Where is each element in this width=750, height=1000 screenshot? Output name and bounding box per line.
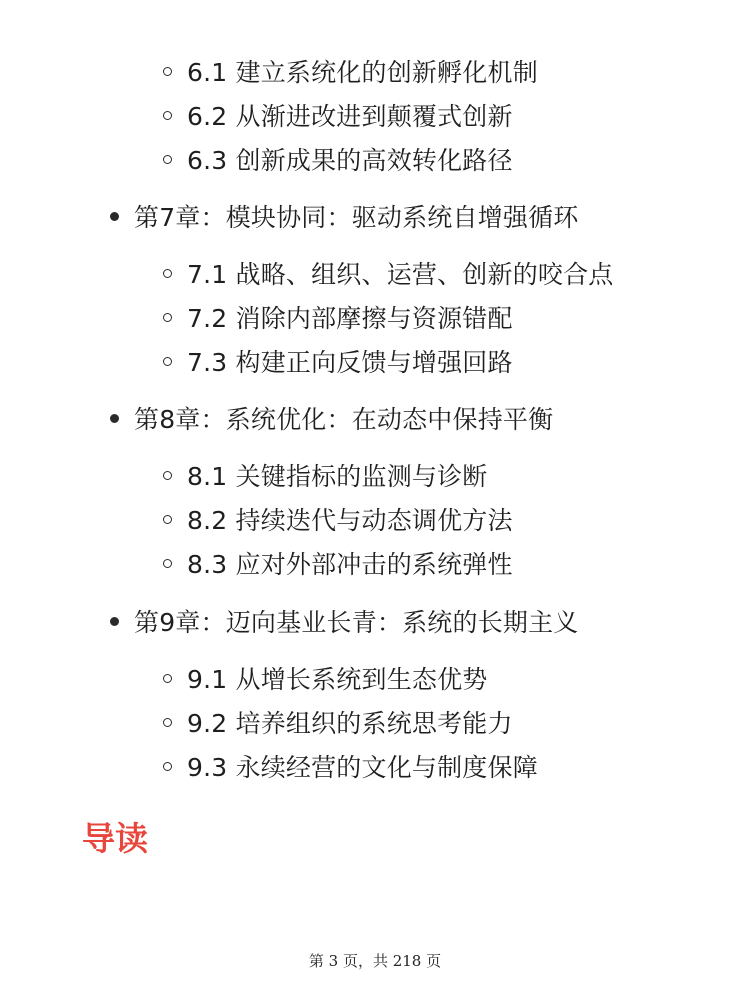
hollow-bullet-icon [163, 357, 172, 366]
toc-chapter-label: 第7章：模块协同：驱动系统自增强循环 [134, 203, 579, 232]
filled-bullet-icon [110, 212, 119, 221]
toc-subitem-9-1[interactable] [163, 660, 488, 696]
filled-bullet-icon [110, 414, 119, 423]
toc-subitem-9-2[interactable] [163, 704, 513, 740]
hollow-bullet-icon [163, 471, 172, 480]
toc-subitem-7-1[interactable] [163, 255, 614, 291]
toc-subitem-7-3[interactable] [163, 343, 513, 379]
toc-subitem-label: 8.2 持续迭代与动态调优方法 [187, 506, 513, 535]
section-heading-introduction: 导读 [82, 819, 148, 858]
toc-subitem-label: 7.1 战略、组织、运营、创新的咬合点 [187, 260, 614, 289]
toc-chapter-7[interactable] [110, 197, 579, 235]
toc-subitem-8-2[interactable] [163, 501, 513, 537]
hollow-bullet-icon [163, 269, 172, 278]
hollow-bullet-icon [163, 111, 172, 120]
toc-chapter-label: 第8章：系统优化：在动态中保持平衡 [134, 405, 554, 434]
hollow-bullet-icon [163, 515, 172, 524]
toc-subitem-label: 9.2 培养组织的系统思考能力 [187, 709, 513, 738]
hollow-bullet-icon [163, 155, 172, 164]
toc-subitem-6-1[interactable] [163, 53, 538, 89]
toc-chapter-8[interactable] [110, 399, 553, 437]
hollow-bullet-icon [163, 67, 172, 76]
page-number-footer: 第 3 页，共 218 页 [308, 952, 442, 970]
toc-subitem-label: 8.1 关键指标的监测与诊断 [187, 462, 488, 491]
toc-subitem-8-1[interactable] [163, 457, 488, 493]
toc-subitem-label: 8.3 应对外部冲击的系统弹性 [187, 550, 513, 579]
toc-subitem-label: 9.3 永续经营的文化与制度保障 [187, 753, 538, 782]
toc-subitem-6-2[interactable] [163, 97, 513, 133]
toc-subitem-9-3[interactable] [163, 748, 538, 784]
filled-bullet-icon [110, 617, 119, 626]
hollow-bullet-icon [163, 762, 172, 771]
toc-subitem-label: 6.3 创新成果的高效转化路径 [187, 146, 513, 175]
toc-subitem-label: 7.2 消除内部摩擦与资源错配 [187, 304, 513, 333]
toc-subitem-8-3[interactable] [163, 545, 513, 581]
toc-subitem-7-2[interactable] [163, 299, 513, 335]
toc-chapter-label: 第9章：迈向基业长青：系统的长期主义 [134, 608, 579, 637]
toc-subitem-label: 6.1 建立系统化的创新孵化机制 [187, 58, 538, 87]
hollow-bullet-icon [163, 674, 172, 683]
hollow-bullet-icon [163, 559, 172, 568]
toc-subitem-label: 6.2 从渐进改进到颠覆式创新 [187, 102, 513, 131]
toc-subitem-6-3[interactable] [163, 141, 513, 177]
toc-subitem-label: 9.1 从增长系统到生态优势 [187, 665, 488, 694]
hollow-bullet-icon [163, 718, 172, 727]
hollow-bullet-icon [163, 313, 172, 322]
toc-chapter-9[interactable] [110, 602, 579, 640]
toc-subitem-label: 7.3 构建正向反馈与增强回路 [187, 348, 513, 377]
